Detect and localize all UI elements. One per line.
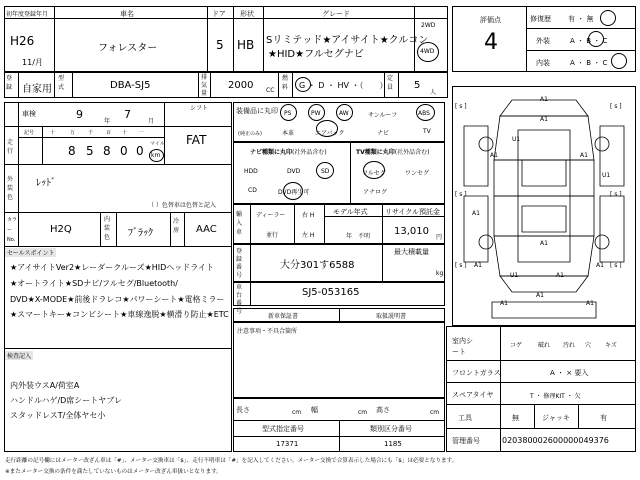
int-label: 内装	[536, 59, 550, 67]
color-label: 外装色	[7, 176, 14, 201]
cap-unit: 人	[430, 89, 437, 96]
recycle-value: 13,010	[394, 226, 429, 237]
jack-label: ジャッキ	[542, 414, 570, 422]
diag-mark-6: A1	[472, 210, 480, 217]
chassis-label: 車台番号	[236, 284, 243, 315]
equip-tv: TV	[423, 128, 431, 135]
digit-unit-1: 万	[70, 130, 76, 136]
ext-label: 外装	[536, 37, 550, 45]
equip-ps: PS	[284, 110, 292, 117]
shift-label: シフト	[190, 105, 209, 112]
warranty-label: 新車保証書	[268, 313, 299, 320]
tv-label: TV種類に丸印(社外品含む)	[356, 149, 430, 156]
tv-fullseg: フルセグ	[362, 170, 386, 177]
diag-bracket-br: [ s ]	[610, 262, 622, 269]
use-type: 自家用	[22, 84, 52, 95]
type-no-label: 型式指定番号	[262, 425, 304, 433]
type-no: 17371	[276, 440, 299, 448]
digit-2: 8	[103, 144, 111, 158]
digit-4: 0	[136, 144, 144, 158]
equip-navi: ナビ	[377, 130, 390, 137]
front-glass-label: フロントガラス	[452, 369, 501, 377]
diag-mark-2: U1	[512, 136, 521, 143]
repair-label: 修復歴	[530, 15, 551, 23]
navi-cd: CD	[248, 187, 257, 194]
color-value: ﾚｯﾄﾞ	[36, 178, 56, 189]
diag-mark-13: A1	[500, 300, 508, 307]
inspection-month-unit: 月	[148, 118, 155, 125]
diag-mark-5: U1	[602, 172, 611, 179]
diag-mark-7: A1	[540, 240, 548, 247]
sales-line-2: DVD★X-MODE★前後ドラレコ★パワーシート★電格ミラー	[10, 295, 225, 304]
ac-label: 冷房	[173, 218, 180, 234]
spare-options: T ・ 修理KIT ・ 欠	[530, 393, 581, 400]
inspection-year-unit: 年	[104, 118, 111, 125]
seat-item-2: 汚れ	[563, 342, 576, 349]
front-glass-options: A ・ × 要入	[550, 369, 589, 377]
record-label: 記号	[24, 130, 35, 136]
shape: HB	[237, 38, 255, 52]
reg-number: 大分301す6588	[280, 260, 355, 271]
grade-line2: ★HID★フルセグナビ	[268, 49, 364, 60]
notes-label: 注意事項・不具合箇所	[237, 328, 298, 335]
import-dealer: ディーラー	[256, 212, 286, 219]
twowd-label: 2WD	[421, 22, 436, 29]
cc-unit: CC	[266, 87, 275, 94]
width-unit: cm	[358, 409, 368, 416]
diag-bracket-tl: [ s ]	[455, 103, 467, 110]
int-options: A ・ B ・ C	[570, 59, 608, 67]
max-load-label: 最大積載量	[394, 248, 429, 256]
digit-unit-3: 百	[106, 130, 112, 136]
digit-unit-2: 千	[88, 130, 94, 136]
score-value: 4	[484, 30, 498, 55]
equip-aw: AW	[339, 110, 349, 117]
color-code-label: カラー No.	[7, 217, 18, 243]
diag-mark-12: A1	[536, 292, 544, 299]
navi-hdd: HDD	[244, 168, 258, 175]
type-label: 型式	[58, 75, 65, 91]
sales-line-3: ★スマートキー★コンビシート★車線逸脱★横滑り防止★ETC	[10, 310, 229, 319]
inspection-year: 9	[76, 108, 83, 121]
digit-unit-4: 十	[122, 130, 128, 136]
spare-label: スペアタイヤ	[452, 391, 494, 399]
height-label: 高さ	[376, 406, 390, 414]
diag-mark-10: U1	[510, 272, 519, 279]
footer-line1: 走行距離の記号欄にはメーター改ざん車は「#」、メーター交換車は「$」、走行不明車は「#」を記入してください。メーター交換で合算表示した場合にも「$」は必要となります。	[5, 458, 458, 464]
diag-mark-4: A1	[580, 152, 588, 159]
mile-label: マイル	[150, 141, 165, 147]
tools-value: 無	[512, 414, 519, 422]
navi-dvd: DVD	[287, 168, 301, 175]
import-parallel: 並行	[266, 232, 279, 239]
mgmt-number: 020380002600000049376	[502, 436, 609, 445]
inspector-line-2: スタッドレスT/全体ヤセ小	[10, 411, 106, 420]
diag-mark-11: A1	[556, 272, 564, 279]
manual-label: 取扱説明書	[376, 313, 407, 320]
navi-label: ナビ種類に丸印(社外品含む)	[250, 149, 327, 156]
first-reg-label: 初年度登録年月	[6, 11, 49, 18]
seat-item-1: 破れ	[538, 342, 551, 349]
diag-bracket-ml: [ s ]	[455, 191, 467, 198]
sales-line-1: ★オートライト★SDナビ/フルセグ/Bluetooth/	[10, 279, 178, 288]
grade-label: グレード	[322, 10, 350, 18]
reg-year: H26	[10, 34, 35, 48]
recycle-yen: 円	[436, 234, 443, 241]
import-label: 輸入車	[236, 211, 243, 236]
reg-number-label: 登録番号	[236, 248, 243, 279]
diag-bracket-mr: [ s ]	[610, 191, 622, 198]
score-label: 評価点	[480, 16, 501, 24]
height-unit: cm	[430, 409, 440, 416]
car-name: フォレスター	[98, 43, 158, 54]
cc-label: 排気量	[201, 74, 208, 97]
import-right: 右 H	[302, 212, 315, 219]
mileage-label: 走行	[7, 139, 14, 155]
inspector-label: 検査記入	[7, 353, 32, 360]
inspection-month: 7	[124, 108, 131, 121]
equip-sunroof: サンルーフ	[368, 112, 398, 119]
equipment-label: 装備品に丸印	[236, 107, 278, 115]
equip-airbag: エアバック	[315, 130, 345, 137]
diag-mark-0: A1	[540, 96, 548, 103]
diag-bracket-bl: [ s ]	[455, 262, 467, 269]
length-unit: cm	[292, 409, 302, 416]
equip-leather: 本革	[282, 130, 295, 137]
max-load-unit: kg	[436, 270, 444, 277]
diag-mark-3: A1	[490, 152, 498, 159]
tools-label: 工具	[458, 414, 472, 422]
shape-label: 形状	[240, 10, 254, 18]
footer-line2: ※またメーター交換の条件を満たしていないものはメーター改ざん車扱いとなります。	[5, 469, 222, 475]
interior-color: ﾌﾞﾗｯｸ	[128, 228, 153, 239]
carname-label: 車名	[120, 10, 134, 18]
inspector-line-0: 内外装ウスA/荷室A	[10, 381, 80, 390]
digit-0: 8	[68, 144, 76, 158]
class-no: 1185	[384, 440, 402, 448]
inspector-line-1: ハンドルハゲ/D席シートヤブレ	[10, 396, 122, 405]
reg-label: 登録	[6, 75, 13, 91]
doors: 5	[216, 38, 224, 52]
digit-1: 5	[86, 144, 94, 158]
diag-mark-8: A1	[474, 262, 482, 269]
seat-item-4: キズ	[605, 342, 617, 349]
equipment-sub: (純正のみ)	[238, 131, 262, 137]
color-note: （ ）色替車は色替と記入	[148, 202, 216, 209]
navi-dvd-play: DVD再生可	[278, 189, 310, 196]
capacity: 5	[414, 80, 421, 91]
chassis-number: SJ5-053165	[302, 287, 360, 298]
mgmt-label: 管理番号	[452, 437, 480, 445]
fuel-options: G ・ D ・ HV ・（ ）	[299, 81, 388, 90]
seat-item-0: コゲ	[510, 342, 523, 349]
diag-bracket-tr: [ s ]	[610, 103, 622, 110]
jack-value: 有	[600, 414, 607, 422]
diag-mark-14: A1	[586, 300, 594, 307]
inspection-label: 車検	[22, 110, 36, 118]
sales-line-0: ★アイサイトVer2★レーダークルーズ★HIDヘッドライト	[10, 263, 215, 272]
digit-3: 0	[120, 144, 128, 158]
ac-value: AAC	[196, 224, 217, 235]
km-label: km	[151, 152, 161, 159]
color-code: H2Q	[50, 224, 72, 235]
sales-label: セールスポイント	[7, 250, 55, 257]
repair-options: 有 ・ 無	[568, 15, 594, 23]
equip-abs: ABS	[418, 110, 430, 117]
navi-sd: SD	[321, 168, 330, 175]
ext-options: A ・ B ・ C	[570, 37, 608, 45]
width-label: 幅	[311, 406, 318, 414]
tv-analog: アナログ	[363, 189, 388, 196]
door-label: ドア	[212, 10, 226, 18]
recycle-label: リサイクル預託金	[385, 208, 441, 216]
model-year-label: モデル年式	[333, 208, 368, 216]
interior-seat-label: 室内シート	[452, 337, 473, 356]
tv-oneseg: ワンセグ	[405, 170, 430, 177]
equip-pw: PW	[311, 110, 321, 117]
class-no-label: 類別区分番号	[370, 425, 412, 433]
interior-color-label: 内装色	[104, 216, 111, 241]
seat-item-3: 穴	[585, 342, 592, 349]
grade-line1: Sリミテッド★アイサイト★クルコン	[266, 35, 429, 46]
displacement: 2000	[228, 80, 254, 91]
reg-month: 11/月	[22, 58, 43, 67]
digit-unit-5: 一	[138, 130, 144, 136]
fuel-label: 燃料	[282, 75, 289, 91]
diag-mark-9: A1	[596, 262, 604, 269]
drive-4wd: 4WD	[420, 48, 435, 55]
diag-mark-1: A1	[540, 116, 548, 123]
model-code: DBA-SJ5	[110, 80, 151, 91]
digit-unit-0: 十	[50, 130, 56, 136]
shift-value: FAT	[186, 133, 207, 147]
import-left: 左 H	[302, 232, 315, 239]
cap-label: 定員	[387, 75, 394, 91]
model-year-unknown: 年 不明	[346, 233, 371, 240]
length-label: 長さ	[236, 406, 250, 414]
